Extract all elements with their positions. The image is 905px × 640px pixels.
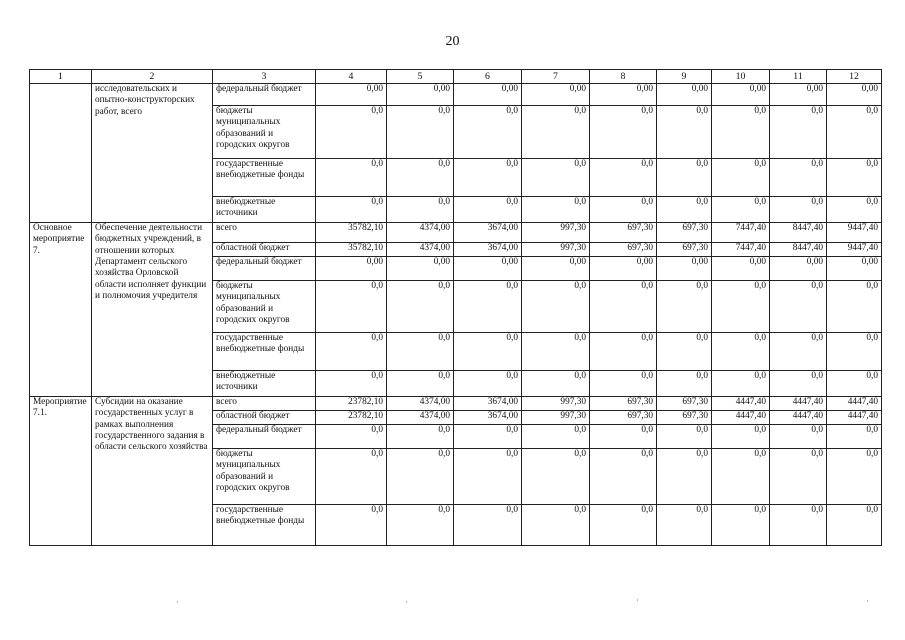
amount-cell: 0,0 [827, 371, 882, 397]
amount-cell: 0,0 [590, 159, 657, 197]
column-header: 12 [827, 70, 882, 84]
amount-cell: 0,0 [387, 281, 454, 333]
funding-source-cell: государственные внебюджетные фонды [213, 333, 316, 371]
amount-cell: 697,30 [657, 243, 712, 257]
amount-cell: 0,00 [770, 84, 827, 106]
funding-source-cell: всего [213, 223, 316, 243]
column-header: 4 [316, 70, 387, 84]
funding-source-cell: внебюджетные источники [213, 197, 316, 223]
amount-cell: 0,0 [387, 371, 454, 397]
amount-cell: 0,0 [770, 505, 827, 546]
amount-cell: 0,0 [827, 333, 882, 371]
table-row [30, 84, 882, 106]
amount-cell: 4374,00 [387, 223, 454, 243]
amount-cell: 0,0 [387, 197, 454, 223]
amount-cell: 997,30 [522, 223, 590, 243]
amount-cell: 997,30 [522, 411, 590, 425]
amount-cell: 35782,10 [316, 223, 387, 243]
amount-cell: 0,0 [522, 106, 590, 159]
column-header: 6 [454, 70, 522, 84]
amount-cell: 0,0 [316, 106, 387, 159]
amount-cell: 0,0 [454, 371, 522, 397]
amount-cell: 3674,00 [454, 397, 522, 411]
amount-cell: 0,0 [316, 449, 387, 505]
funding-source-cell: государственные внебюджетные фонды [213, 505, 316, 546]
amount-cell: 697,30 [657, 411, 712, 425]
amount-cell: 0,0 [590, 505, 657, 546]
amount-cell: 0,0 [590, 333, 657, 371]
amount-cell: 0,0 [387, 505, 454, 546]
amount-cell: 0,00 [657, 84, 712, 106]
amount-cell: 0,0 [454, 281, 522, 333]
amount-cell: 0,0 [590, 197, 657, 223]
amount-cell: 0,0 [770, 425, 827, 449]
amount-cell: 0,0 [827, 106, 882, 159]
amount-cell: 0,0 [712, 197, 770, 223]
amount-cell: 0,0 [827, 505, 882, 546]
amount-cell: 0,0 [657, 197, 712, 223]
amount-cell: 0,0 [770, 159, 827, 197]
column-header: 2 [92, 70, 213, 84]
amount-cell: 0,00 [454, 84, 522, 106]
scan-speck: ˙ [636, 598, 639, 608]
amount-cell: 3674,00 [454, 223, 522, 243]
amount-cell: 0,0 [316, 197, 387, 223]
amount-cell: 0,0 [712, 425, 770, 449]
amount-cell: 0,00 [712, 257, 770, 281]
amount-cell: 0,0 [522, 505, 590, 546]
amount-cell: 0,00 [827, 257, 882, 281]
amount-cell: 0,0 [827, 425, 882, 449]
table-row [30, 223, 882, 243]
amount-cell: 4447,40 [827, 397, 882, 411]
amount-cell: 0,0 [827, 281, 882, 333]
column-header: 1 [30, 70, 92, 84]
measure-name-cell: Обеспечение деятельности бюджетных учреждений, в отношении которых Департамент сельского хозяйства Орловской области исполняет функции и полномочия учредителя [92, 223, 213, 397]
scan-speck: ˙ [866, 599, 869, 609]
amount-cell: 0,00 [770, 257, 827, 281]
amount-cell: 23782,10 [316, 397, 387, 411]
amount-cell: 0,0 [454, 159, 522, 197]
amount-cell: 0,0 [590, 425, 657, 449]
funding-source-cell: областной бюджет [213, 411, 316, 425]
amount-cell: 0,0 [522, 371, 590, 397]
amount-cell: 0,00 [454, 257, 522, 281]
amount-cell: 0,00 [590, 257, 657, 281]
amount-cell: 0,0 [454, 197, 522, 223]
amount-cell: 0,0 [522, 449, 590, 505]
amount-cell: 0,0 [827, 197, 882, 223]
funding-source-cell: всего [213, 397, 316, 411]
amount-cell: 35782,10 [316, 243, 387, 257]
amount-cell: 0,0 [657, 371, 712, 397]
amount-cell: 0,00 [387, 84, 454, 106]
amount-cell: 0,0 [387, 159, 454, 197]
amount-cell: 0,0 [454, 505, 522, 546]
amount-cell: 0,0 [770, 371, 827, 397]
amount-cell: 0,00 [827, 84, 882, 106]
column-header: 10 [712, 70, 770, 84]
funding-source-cell: внебюджетные источники [213, 371, 316, 397]
amount-cell: 0,0 [770, 333, 827, 371]
column-header: 9 [657, 70, 712, 84]
amount-cell: 8447,40 [770, 243, 827, 257]
amount-cell: 0,0 [827, 159, 882, 197]
measure-name-cell: исследовательских и опытно-конструкторских работ, всего [92, 84, 213, 223]
amount-cell: 0,00 [657, 257, 712, 281]
amount-cell: 0,0 [657, 449, 712, 505]
amount-cell: 0,0 [316, 425, 387, 449]
scan-speck: ˙ [405, 600, 408, 610]
amount-cell: 0,0 [770, 197, 827, 223]
measure-name-cell: Субсидии на оказание государственных услуг в рамках выполнения государственного задания в области сельского хозяйства [92, 397, 213, 546]
funding-source-cell: федеральный бюджет [213, 257, 316, 281]
amount-cell: 0,0 [712, 333, 770, 371]
amount-cell: 0,0 [590, 449, 657, 505]
amount-cell: 0,0 [387, 425, 454, 449]
funding-source-cell: бюджеты муниципальных образований и городских округов [213, 106, 316, 159]
amount-cell: 9447,40 [827, 223, 882, 243]
amount-cell: 0,0 [316, 505, 387, 546]
amount-cell: 0,0 [712, 281, 770, 333]
amount-cell: 7447,40 [712, 223, 770, 243]
amount-cell: 0,0 [387, 449, 454, 505]
amount-cell: 0,0 [827, 449, 882, 505]
page-number: 20 [445, 34, 460, 49]
amount-cell: 0,00 [316, 84, 387, 106]
funding-source-cell: федеральный бюджет [213, 84, 316, 106]
amount-cell: 0,0 [522, 425, 590, 449]
amount-cell: 697,30 [657, 397, 712, 411]
amount-cell: 7447,40 [712, 243, 770, 257]
header-row [30, 70, 882, 84]
amount-cell: 4447,40 [770, 411, 827, 425]
amount-cell: 4447,40 [712, 411, 770, 425]
column-header: 3 [213, 70, 316, 84]
amount-cell: 0,0 [712, 106, 770, 159]
amount-cell: 0,0 [657, 159, 712, 197]
amount-cell: 0,0 [712, 505, 770, 546]
funding-source-cell: государственные внебюджетные фонды [213, 159, 316, 197]
amount-cell: 0,0 [590, 371, 657, 397]
amount-cell: 4374,00 [387, 411, 454, 425]
amount-cell: 0,0 [387, 106, 454, 159]
funding-source-cell: областной бюджет [213, 243, 316, 257]
amount-cell: 697,30 [590, 243, 657, 257]
amount-cell: 23782,10 [316, 411, 387, 425]
amount-cell: 697,30 [590, 397, 657, 411]
amount-cell: 0,0 [657, 425, 712, 449]
amount-cell: 4374,00 [387, 397, 454, 411]
funding-source-cell: бюджеты муниципальных образований и городских округов [213, 281, 316, 333]
amount-cell: 0,0 [316, 371, 387, 397]
amount-cell: 0,0 [316, 333, 387, 371]
column-header: 5 [387, 70, 454, 84]
funding-source-cell: бюджеты муниципальных образований и городских округов [213, 449, 316, 505]
amount-cell: 0,0 [657, 106, 712, 159]
amount-cell: 4447,40 [712, 397, 770, 411]
amount-cell: 0,0 [657, 333, 712, 371]
amount-cell: 0,0 [522, 333, 590, 371]
amount-cell: 4447,40 [827, 411, 882, 425]
amount-cell: 0,0 [770, 281, 827, 333]
amount-cell: 0,0 [522, 159, 590, 197]
amount-cell: 3674,00 [454, 243, 522, 257]
amount-cell: 0,0 [712, 159, 770, 197]
amount-cell: 0,0 [712, 371, 770, 397]
amount-cell: 0,0 [770, 106, 827, 159]
amount-cell: 0,0 [316, 159, 387, 197]
measure-code-cell [30, 84, 92, 223]
column-header: 8 [590, 70, 657, 84]
amount-cell: 0,0 [712, 449, 770, 505]
scan-speck: ˙ [176, 600, 179, 610]
table-row [30, 397, 882, 411]
amount-cell: 697,30 [590, 223, 657, 243]
budget-table [29, 69, 882, 546]
amount-cell: 0,00 [387, 257, 454, 281]
amount-cell: 0,0 [316, 281, 387, 333]
amount-cell: 4447,40 [770, 397, 827, 411]
amount-cell: 0,0 [387, 333, 454, 371]
amount-cell: 0,0 [454, 106, 522, 159]
amount-cell: 0,0 [657, 281, 712, 333]
table-body [30, 84, 882, 546]
amount-cell: 0,00 [712, 84, 770, 106]
amount-cell: 0,0 [590, 106, 657, 159]
amount-cell: 0,00 [590, 84, 657, 106]
amount-cell: 0,00 [522, 257, 590, 281]
amount-cell: 697,30 [590, 411, 657, 425]
amount-cell: 0,0 [454, 449, 522, 505]
amount-cell: 0,00 [522, 84, 590, 106]
amount-cell: 0,0 [770, 449, 827, 505]
amount-cell: 0,0 [454, 333, 522, 371]
amount-cell: 8447,40 [770, 223, 827, 243]
amount-cell: 4374,00 [387, 243, 454, 257]
measure-code-cell: Мероприятие 7.1. [30, 397, 92, 546]
amount-cell: 0,0 [522, 281, 590, 333]
amount-cell: 9447,40 [827, 243, 882, 257]
amount-cell: 0,0 [454, 425, 522, 449]
amount-cell: 997,30 [522, 397, 590, 411]
column-header: 7 [522, 70, 590, 84]
amount-cell: 0,0 [522, 197, 590, 223]
amount-cell: 0,0 [590, 281, 657, 333]
amount-cell: 0,0 [657, 505, 712, 546]
amount-cell: 0,00 [316, 257, 387, 281]
funding-source-cell: федеральный бюджет [213, 425, 316, 449]
measure-code-cell: Основное мероприятие 7. [30, 223, 92, 397]
amount-cell: 697,30 [657, 223, 712, 243]
column-header: 11 [770, 70, 827, 84]
amount-cell: 997,30 [522, 243, 590, 257]
amount-cell: 3674,00 [454, 411, 522, 425]
